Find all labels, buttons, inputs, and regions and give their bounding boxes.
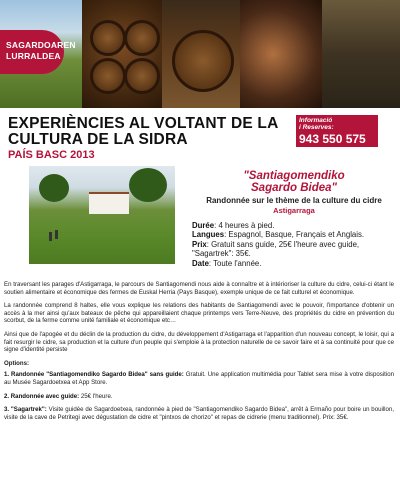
info-label-line-2: i Reserves: <box>299 124 334 131</box>
option-3 <box>4 406 394 421</box>
route-title-line-1: "Santiagomendiko <box>243 170 345 182</box>
route-title-line-2: Sagardo Bidea" <box>251 182 337 194</box>
option-1 <box>4 371 394 386</box>
route-place: Astigarraga <box>273 206 315 215</box>
header <box>8 116 293 161</box>
languages-label: Langues <box>192 230 225 240</box>
duration-label: Durée <box>192 221 215 230</box>
duration-value: : 4 heures à pied. <box>214 221 275 230</box>
page-title: EXPERIÈNCIES AL VOLTANT DE LA CULTURA DE LA SIDRA <box>8 115 278 148</box>
sagardoaren-lurraldea-logo <box>0 30 76 74</box>
barrels-photo <box>82 0 162 108</box>
option-2 <box>4 393 394 401</box>
farmhouse-shape <box>89 192 129 214</box>
option-1-text: Gratuit. Une application multimédia pour Tablet sera mise à votre disposition au Musée Sagardoetxea et App Store. <box>4 371 394 386</box>
cider-pour-photo <box>322 0 400 108</box>
option-1-lead: 1. Randonnée "Santiagomendiko Sagardo Bidea" sans guide: <box>4 371 184 379</box>
option-2-lead: 2. Randonnée avec guide: <box>4 392 80 400</box>
page-subtitle: PAÍS BASC 2013 <box>8 149 95 161</box>
description-body <box>4 281 394 427</box>
hikers-photo <box>29 166 175 264</box>
photo-banner <box>0 0 400 108</box>
paragraph-history: Ainsi que de l'apogée et du déclin de la production du cidre, du développement d'Astigarraga et l'apparition d'un nouveau concept, le loisir, qui a fait resurgir le cidre, sa production et la culture d'un peuple qui s'emploie à la protection naturelle de ce savoir faire et à sa continuité pour que ce signe d'identité persiste <box>4 330 394 354</box>
cellar-photo <box>162 0 240 108</box>
price-value: : Gratuit sans guide, 25€ l'heure avec guide, "Sagartrek": 35€. <box>192 239 360 259</box>
price-label: Prix <box>192 239 207 249</box>
route-details <box>192 221 372 268</box>
languages-value: : Espagnol, Basque, Français et Anglais. <box>224 230 365 240</box>
options-heading: Options: <box>4 359 30 367</box>
info-label <box>296 115 378 131</box>
phone-number[interactable]: 943 550 575 <box>299 132 366 146</box>
route-title <box>190 170 398 194</box>
languages-row <box>192 230 372 239</box>
duration-row <box>192 221 372 230</box>
paragraph-stops: La randonnée comprend 8 haltes, elle vous explique les relations des habitants de Santiagomendi avec le pouvoir, l'importance d'obtenir un accès à la mer ainsi qu'aux bateaux de pêche qui appareillaient chaque printemps vers Terre-Neuve, des propriétés du cidre en prévention du scorbut, de la ferme comme unité familiale et économique etc… <box>4 302 394 325</box>
option-3-lead: 3. "Sagartrek": <box>4 406 47 414</box>
route-subtitle: Randonnée sur le thème de la culture du cidre <box>206 196 382 205</box>
info-reservation-box <box>296 115 378 147</box>
date-label: Date <box>192 258 209 268</box>
logo-line-2: LURRALDEA <box>6 51 61 61</box>
info-label-line-1: Informació <box>299 117 333 124</box>
option-2-text: 25€ l'heure. <box>79 392 113 400</box>
option-3-text: Visite guidée de Sagardoetxea, randonnée à pied de "Santiagomendiko Sagardo Bidea", arrêt à Ermaño pour boire un bouillon, visite de la cave de Petritegi avec dégustation de cidre et "pintxos de chorizo" et repas de cidrerie (menu traditionnel). Prix: 35€. <box>4 406 395 421</box>
price-row <box>192 240 372 259</box>
grill-photo <box>240 0 322 108</box>
paragraph-intro: En traversant les parages d'Astigarraga, le parcours de Santiagomendi nous aide à connaître et à intérioriser la culture du cidre, celui-ci étant le soutien alimentaire et économique des fermes de Euskal Herria (Pays Basque), exemple unique de ce fait culturel et économique. <box>4 281 394 296</box>
date-row <box>192 259 372 268</box>
date-value: : Toute l'année. <box>208 258 262 268</box>
logo-line-1: SAGARDOAREN <box>6 40 76 50</box>
